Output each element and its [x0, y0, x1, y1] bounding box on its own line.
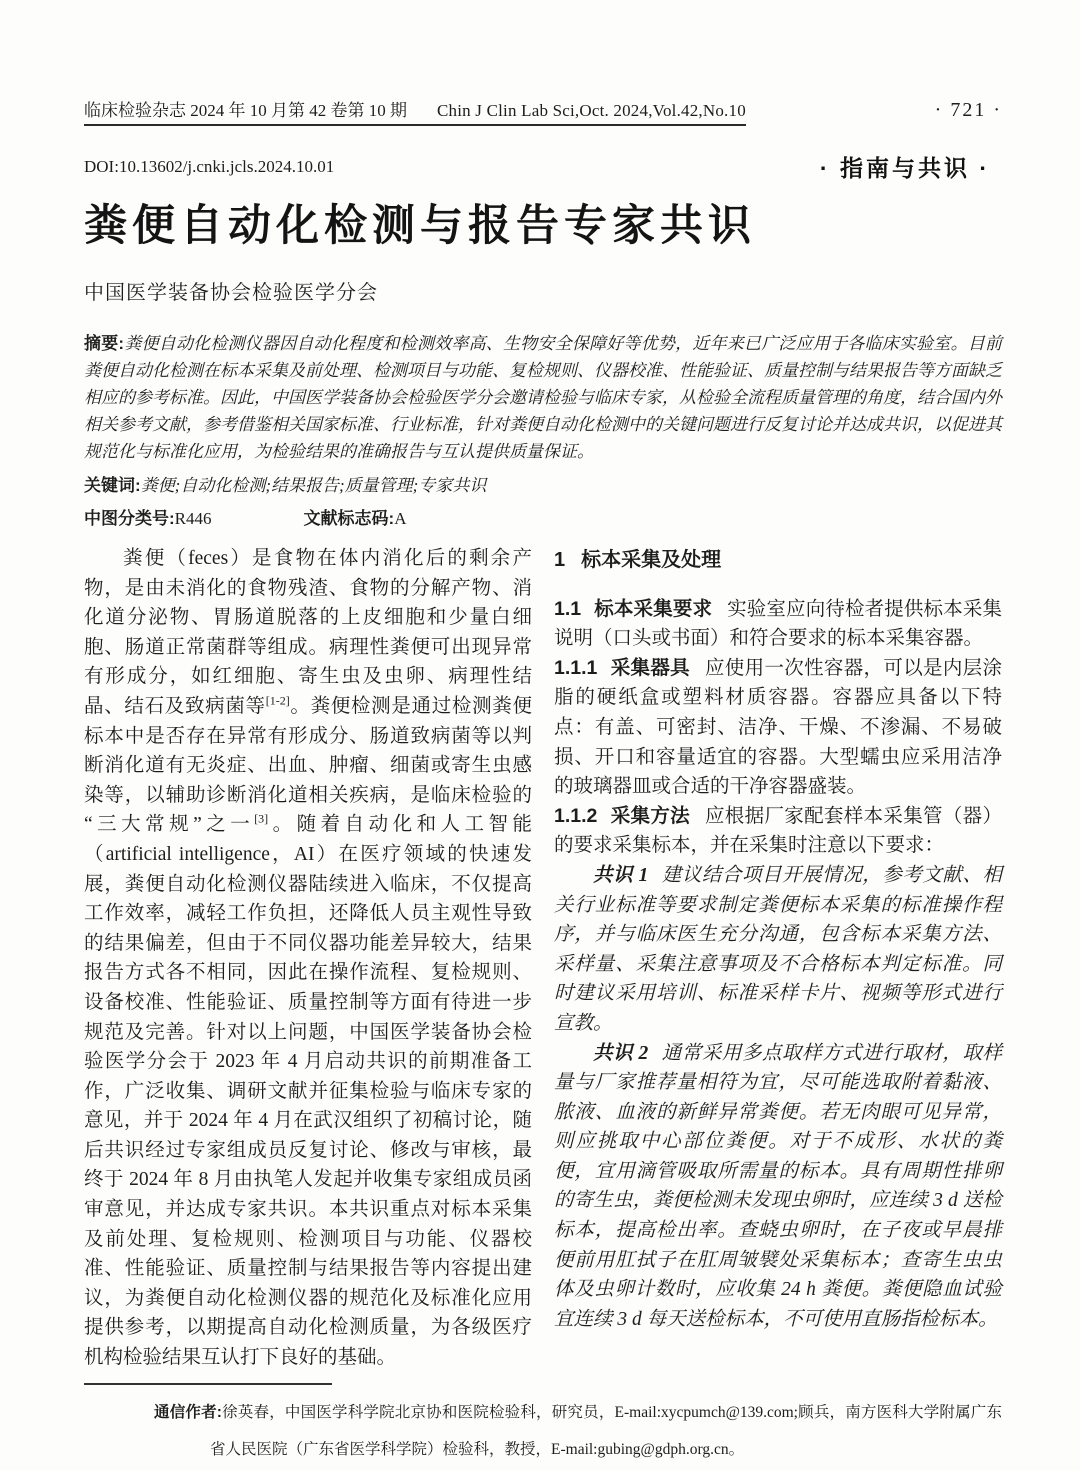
page-number: · 721 · [934, 99, 1002, 121]
abstract [84, 330, 1002, 465]
abstract-label: 摘要: [84, 334, 125, 353]
intro-text-2: 。粪便检测是通过检测粪便标本中是否存在异常有形成分、肠道致病菌等以判断消化道有无炎症、出血、肿瘤、细菌或寄生虫感染等，以辅助诊断消化道相关疾病，是临床检验的“三大常规”之一 [84, 695, 532, 836]
journal-title-cn: 临床检验杂志 2024 年 10 月第 42 卷第 10 期 [84, 101, 407, 120]
corresponding-author-label: 通信作者: [154, 1404, 222, 1421]
intro-text-1: 粪便（feces）是食物在体内消化后的剩余产物，是由未消化的食物残渣、食物的分解产物、消化道分泌物、胃肠道脱落的上皮细胞和少量白细胞、肠道正常菌群等组成。病理性粪便可出现异常有形成分，如红细胞、寄生虫及虫卵、病理性结晶、结石及致病菌等 [84, 548, 532, 717]
citation-ref-2: [3] [254, 811, 269, 826]
section-1-number: 1 [554, 549, 566, 571]
section-1-1-1-number: 1.1.1 [554, 656, 598, 679]
doi: DOI:10.13602/j.cnki.jcls.2024.10.01 [84, 156, 335, 176]
clc-line [84, 505, 1002, 532]
clc-label: 中图分类号: [84, 509, 175, 528]
doc-code-label: 文献标志码: [303, 509, 395, 528]
doc-code-value: A [394, 509, 407, 528]
consensus-2-paragraph [554, 1039, 1002, 1335]
keywords-text: 粪便;自动化检测;结果报告;质量管理;专家共识 [140, 476, 487, 495]
article-title: 粪便自动化检测与报告专家共识 [84, 202, 756, 250]
section-1-1-2-title: 采集方法 [610, 804, 690, 827]
journal-title-en: Chin J Clin Lab Sci,Oct. 2024,Vol.42,No.10 [437, 101, 746, 120]
intro-text-3: 。随着自动化和人工智能（artificial intelligence，AI）在医疗领域的快速发展，粪便自动化检测仪器陆续进入临床，不仅提高工作效率，减轻工作负担，还降低人员主观性导致的结果偏差，但由于不同仪器功能差异较大，结果报告方式各不相同，因此在操作流程、复检规则、设备校准、性能验证、质量控制等方面有待进一步规范及完善。针对以上问题，中国医学装备协会检验医学分会于 2023 年 4 月启动共识的前期准备工作，广泛收集、调研文献并征集检验与临床专家的意见，并于 2024 年 4 月在武汉组织了初稿讨论，随后共识经过专家组成员反复讨论、修改与审核，最终于 2024 年 8 月由执笔人发起并收集专家组成员函审意见，并达成专家共识。本共识重点对标本采集及前处理、复检规则、检测项目与功能、仪器校准、性能验证、质量控制与结果报告等内容提出建议，为粪便自动化检测仪器的规范化及标准化应用提供参考，以期提高自动化检测质量，为各级医疗机构检验结果互认打下良好的基础。 [84, 814, 532, 1369]
section-1-1-2-paragraph [554, 802, 1002, 861]
corresponding-author-text: 徐英春，中国医学科学院北京协和医院检验科，研究员，E-mail:xycpumch@139.com;顾兵，南方医科大学附属广东省人民医院（广东省医学科学院）检验科，教授，E-mail:gubing@gdph.org.cn。 [210, 1404, 1002, 1458]
consensus-2-label: 共识 2 [593, 1042, 649, 1064]
corresponding-author-note [84, 1394, 1002, 1468]
doi-row [84, 150, 990, 183]
section-1-1-title: 标本采集要求 [594, 597, 713, 620]
section-1-1-1-paragraph [554, 654, 1002, 802]
clc-value: R446 [174, 509, 212, 528]
section-1-1-paragraph [554, 595, 1002, 654]
section-1-1-text: 实验室应向待检者提供标本采集说明（口头或书面）和符合要求的标本采集容器。 [554, 598, 1002, 650]
section-1-1-2-text: 应根据厂家配套样本采集管（器）的要求采集标本，并在采集时注意以下要求： [554, 805, 1002, 857]
consensus-1-paragraph [554, 861, 1002, 1039]
consensus-1-text: 建议结合项目开展情况，参考文献、相关行业标准等要求制定粪便标本采集的标准操作程序，并与临床医生充分沟通，包含标本采集方法、采样量、采集注意事项及不合格标本判定标准。同时建议采用培训、标准采样卡片、视频等形式进行宣教。 [554, 864, 1002, 1034]
body-columns [84, 544, 1002, 1373]
section-1-title: 标本采集及处理 [581, 549, 722, 571]
right-column [554, 544, 1002, 1373]
citation-ref-1: [1-2] [265, 693, 290, 708]
section-1-heading [554, 546, 1002, 576]
abstract-text: 粪便自动化检测仪器因自动化程度和检测效率高、生物安全保障好等优势，近年来已广泛应用于各临床实验室。目前粪便自动化检测在标本采集及前处理、检测项目与功能、复检规则、仪器校准、性能验证、质量控制与结果报告等方面缺乏相应的参考标准。因此，中国医学装备协会检验医学分会邀请检验与临床专家，从检验全流程质量管理的角度，结合国内外相关参考文献，参考借鉴相关国家标准、行业标准，针对粪便自动化检测中的关键问题进行反复讨论并达成共识，以促进其规范化与标准化应用，为检验结果的准确报告与互认提供质量保证。 [84, 334, 1002, 461]
consensus-1-label: 共识 1 [593, 864, 649, 886]
introduction-paragraph [84, 544, 532, 1373]
column-badge: · 指南与共识 · [819, 155, 990, 181]
front-matter [84, 330, 1002, 532]
section-1-1-1-text: 应使用一次性容器，可以是内层涂脂的硬纸盒或塑料材质容器。容器应具备以下特点：有盖、可密封、洁净、干燥、不渗漏、不易破损、开口和容量适宜的容器。大型蠕虫应采用洁净的玻璃器皿或合适的干净容器盛装。 [554, 657, 1002, 798]
section-1-1-2-number: 1.1.2 [554, 804, 598, 827]
running-head [84, 96, 1002, 122]
consensus-2-text: 通常采用多点取样方式进行取材，取样量与厂家推荐量相符为宜，尽可能选取附着黏液、脓液、血液的新鲜异常粪便。若无肉眼可见异常，则应挑取中心部位粪便。对于不成形、水状的粪便，宜用滴管吸取所需量的标本。具有周期性排卵的寄生虫，粪便检测未发现虫卵时，应连续 3 d 送检标本，提高检出率。查蛲虫卵时，在子夜或早晨排便前用肛拭子在肛周皱襞处采集标本；查寄生虫虫体及虫卵计数时，应收集 24 h 粪便。粪便隐血试验宜连续 3 d 每天送检标本，不可使用直肠指检标本。 [554, 1042, 1002, 1330]
keywords-label: 关键词: [84, 476, 141, 495]
header-rule [84, 124, 746, 126]
section-1-1-1-title: 采集器具 [610, 656, 690, 679]
left-column [84, 544, 532, 1373]
keywords [84, 472, 1002, 499]
section-1-1-number: 1.1 [554, 597, 582, 620]
footnote-rule [84, 1383, 332, 1385]
article-author: 中国医学装备协会检验医学分会 [84, 282, 378, 304]
